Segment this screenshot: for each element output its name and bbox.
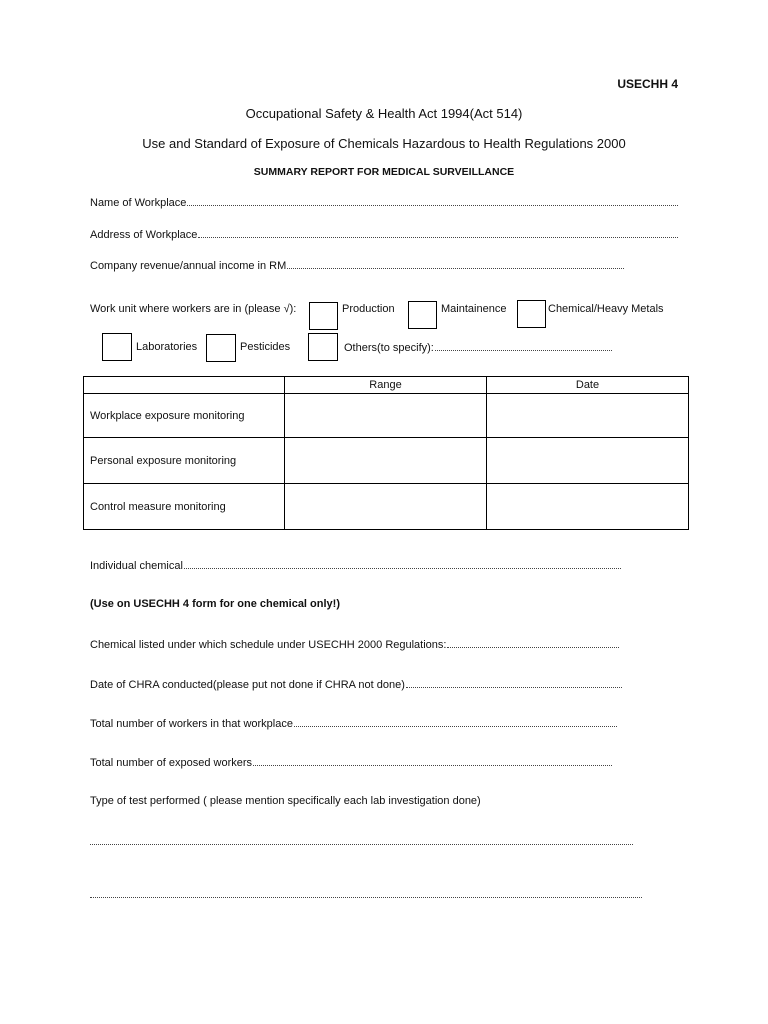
production-label: Production [342,303,395,315]
test-type-line-2[interactable] [90,896,642,898]
maintenance-checkbox[interactable] [408,301,437,329]
others-specify-field[interactable] [344,341,612,354]
schedule-label: Chemical listed under which schedule under USECHH 2000 Regulations: [90,639,447,651]
pesticides-label: Pesticides [240,341,291,353]
work-unit-prompt: Work unit where workers are in (please √): [90,303,297,315]
report-title: SUMMARY REPORT FOR MEDICAL SURVEILLANCE [253,166,515,178]
workplace-address-dots [198,228,678,238]
workplace-address-field[interactable] [90,228,678,241]
individual-chemical-field[interactable] [90,559,621,572]
production-checkbox[interactable] [309,302,338,330]
schedule-dots [447,638,619,648]
test-type-label: Type of test performed ( please mention specifically each lab investigation done) [90,795,481,807]
row-label: Personal exposure monitoring [84,438,285,484]
workplace-name-dots [187,196,678,206]
others-dots [435,341,612,351]
company-revenue-field[interactable] [90,259,624,272]
row-label: Control measure monitoring [84,484,285,530]
schedule-field[interactable] [90,638,619,651]
test-type-line-1[interactable] [90,843,633,845]
company-revenue-label: Company revenue/annual income in RM [90,260,287,272]
maintenance-label: Maintainence [441,303,507,315]
range-cell[interactable] [285,438,487,484]
row-label: Workplace exposure monitoring [84,394,285,438]
exposed-workers-dots [253,756,612,766]
table-row [84,438,689,484]
laboratories-checkbox[interactable] [102,333,132,361]
pesticides-checkbox[interactable] [206,334,236,362]
chemical-heavy-metals-checkbox[interactable] [517,300,546,328]
chemical-heavy-metals-label: Chemical/Heavy Metals [548,303,664,315]
total-workers-field[interactable] [90,717,617,730]
others-checkbox[interactable] [308,333,338,361]
table-header-cell [84,377,285,394]
single-chemical-note: (Use on USECHH 4 form for one chemical only!) [90,598,340,610]
date-cell[interactable] [487,484,689,530]
table-header-row [84,377,689,394]
table-header-date: Date [487,377,689,394]
company-revenue-dots [287,259,624,269]
total-workers-label: Total number of workers in that workplace [90,718,293,730]
laboratories-label: Laboratories [136,341,198,353]
range-cell[interactable] [285,394,487,438]
date-cell[interactable] [487,394,689,438]
chra-date-label: Date of CHRA conducted(please put not done if CHRA not done) [90,679,405,691]
total-workers-dots [294,717,617,727]
table-row [84,484,689,530]
exposed-workers-field[interactable] [90,756,612,769]
workplace-name-label: Name of Workplace [90,197,187,209]
range-cell[interactable] [285,484,487,530]
date-cell[interactable] [487,438,689,484]
individual-chemical-dots [184,559,621,569]
others-label: Others(to specify): [344,342,434,354]
regulation-title: Use and Standard of Exposure of Chemicals Hazardous to Health Regulations 2000 [142,136,626,151]
monitoring-table [83,376,689,530]
workplace-address-label: Address of Workplace [90,229,198,241]
exposed-workers-label: Total number of exposed workers [90,757,253,769]
act-title: Occupational Safety & Health Act 1994(Act 514) [245,106,523,121]
workplace-name-field[interactable] [90,196,678,209]
chra-date-dots [406,678,622,688]
chra-date-field[interactable] [90,678,622,691]
form-code: USECHH 4 [617,77,678,91]
table-header-range: Range [285,377,487,394]
table-row [84,394,689,438]
individual-chemical-label: Individual chemical [90,560,183,572]
